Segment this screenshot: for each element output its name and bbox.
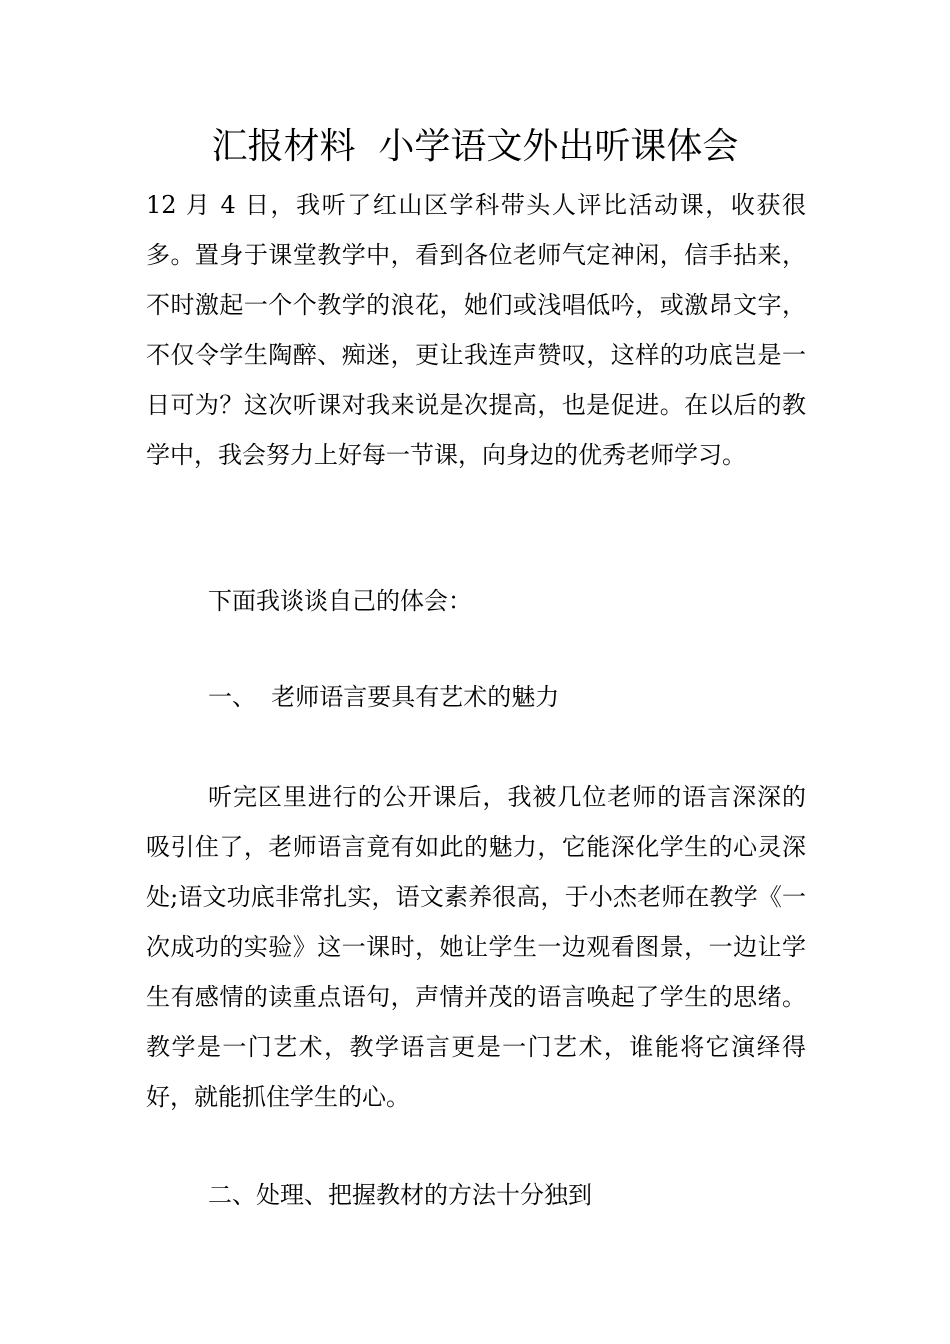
section-heading-2: 二、处理、把握教材的方法十分独到: [208, 1181, 592, 1209]
lead-paragraph: 下面我谈谈自己的体会：: [208, 587, 472, 615]
intro-paragraph: 12 月 4 日，我听了红山区学科带头人评比活动课，收获很多。置身于课堂教学中，看到各位老师气定神闲，信手拈来，不时激起一个个教学的浪花，她们或浅唱低吟，或激昂文字，不仅令学生陶醉、痴迷，更让我连声赞叹，这样的功底岂是一日可为？这次听课对我来说是次提高，也是促进。在以后的教学中，我会努力上好每一节课，向身边的优秀老师学习。: [146, 191, 806, 469]
section-heading-1: 一、 老师语言要具有艺术的魅力: [208, 683, 560, 711]
section-body-1: 听完区里进行的公开课后，我被几位老师的语言深深的吸引住了，老师语言竟有如此的魅力，它能深化学生的心灵深处;语文功底非常扎实，语文素养很高，于小杰老师在教学《一次成功的实验》这一课时，她让学生一边观看图景，一边让学生有感情的读重点语句，声情并茂的语言唤起了学生的思绪。教学是一门艺术，教学语言更是一门艺术，谁能将它演绎得好，就能抓住学生的心。: [146, 783, 806, 1111]
document-title: 汇报材料 小学语文外出听课体会: [211, 126, 739, 167]
